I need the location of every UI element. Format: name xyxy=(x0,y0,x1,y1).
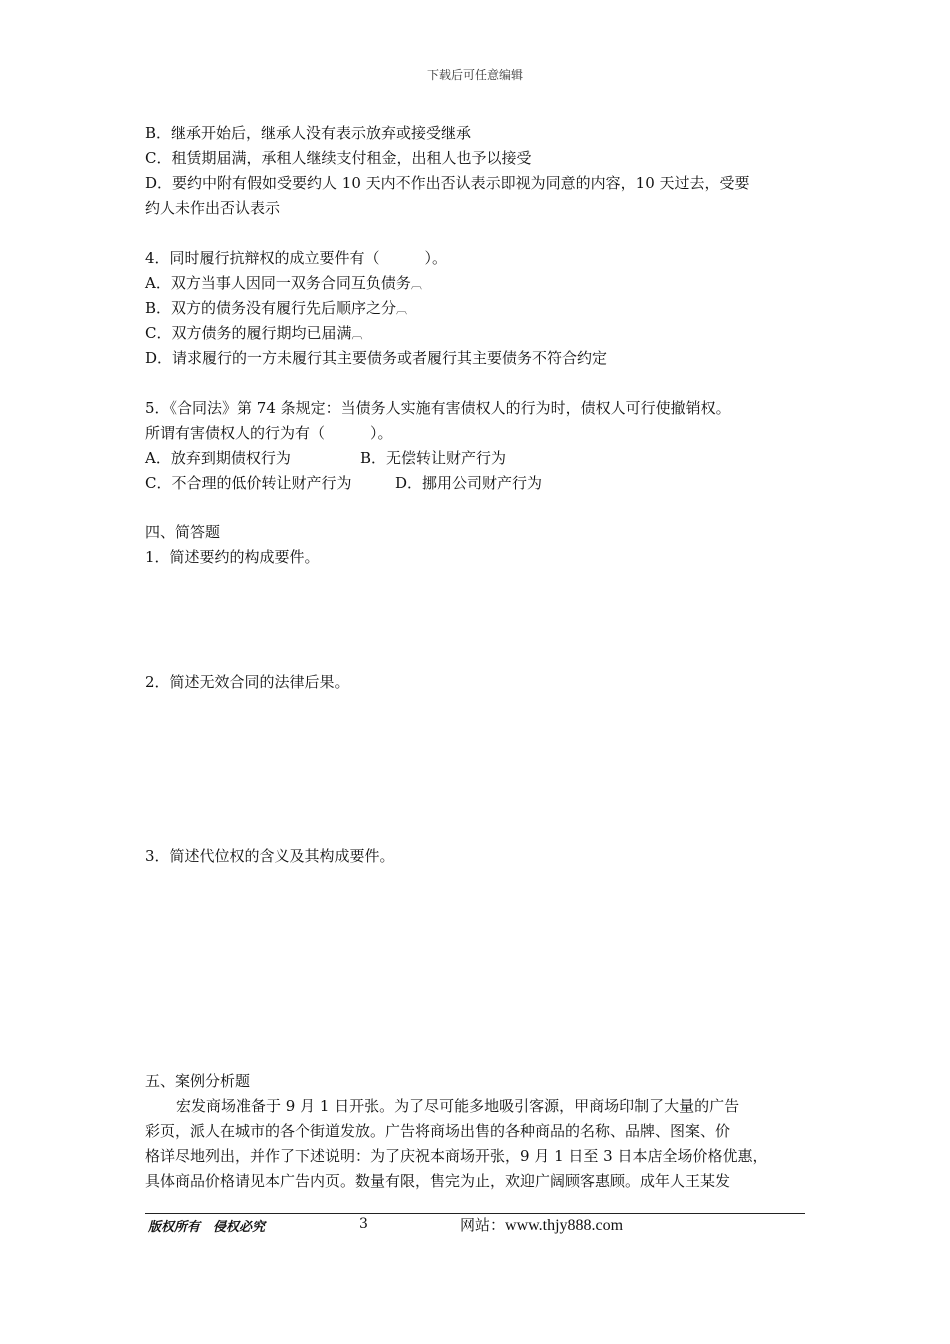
section5-paragraph-line2: 彩页，派人在城市的各个街道发放。广告将商场出售的各种商品的名称、品牌、图案、价 xyxy=(145,1122,731,1140)
section4-q3: 3．简述代位权的含义及其构成要件。 xyxy=(145,847,395,865)
q5-option-b: B．无偿转让财产行为 xyxy=(360,449,507,467)
footer-site-label: 网站： xyxy=(460,1216,506,1234)
section5-paragraph-line1: 宏发商场准备于 9 月 1 日开张。为了尽可能多地吸引客源，甲商场印制了大量的广告 xyxy=(176,1097,740,1115)
q5-option-a: A．放弃到期债权行为 xyxy=(145,449,291,467)
q3-option-c: C．租赁期届满，承租人继续支付租金，出租人也予以接受 xyxy=(145,149,532,167)
q4-option-d: D．请求履行的一方未履行其主要债务或者履行其主要债务不符合约定 xyxy=(145,349,608,367)
footer-site-url[interactable]: www.thjy888.com xyxy=(505,1217,624,1234)
q5-stem-line1: 5．《合同法》第 74 条规定：当债务人实施有害债权人的行为时，债权人可行使撤销权。 xyxy=(145,399,731,417)
q4-stem: 4．同时履行抗辩权的成立要件有（ ）。 xyxy=(145,249,448,267)
section5-paragraph-line3: 格详尽地列出，并作了下述说明：为了庆祝本商场开张，9 月 1 日至 3 日本店全场价格优惠， xyxy=(145,1147,768,1165)
q5-options-row1 xyxy=(145,448,507,468)
section5-paragraph-line4: 具体商品价格请见本广告内页。数量有限，售完为止，欢迎广阔顾客惠顾。成年人王某发 xyxy=(145,1172,731,1190)
q4-option-c-text: C．双方债务的履行期均已届满 xyxy=(145,324,352,342)
section4-title: 四、简答题 xyxy=(145,523,221,541)
q3-option-d-line1: D．要约中附有假如受要约人 10 天内不作出否认表示即视为同意的内容，10 天过去，受要 xyxy=(145,174,750,192)
footer-page-number: 3 xyxy=(359,1216,368,1232)
q4-option-c xyxy=(145,323,362,345)
footer-website xyxy=(460,1214,623,1235)
page-header: 下载后可任意编辑 xyxy=(426,68,523,82)
footer-copyright: 版权所有 侵权必究 xyxy=(148,1220,266,1235)
q4-option-b-text: B．双方的债务没有履行先后顺序之分 xyxy=(145,299,397,317)
q4-option-c-mark: ︹ xyxy=(351,328,363,341)
q5-option-c: C．不合理的低价转让财产行为 xyxy=(145,474,352,492)
section5-title: 五、案例分析题 xyxy=(145,1072,251,1090)
q4-option-a-text: A．双方当事人因同一双务合同互负债务 xyxy=(145,274,411,292)
q4-option-a xyxy=(145,273,422,295)
section4-q2: 2．简述无效合同的法律后果。 xyxy=(145,673,350,691)
q5-option-d: D．挪用公司财产行为 xyxy=(395,474,543,492)
q3-option-d-line2: 约人未作出否认表示 xyxy=(145,199,281,217)
q5-options-row2 xyxy=(145,473,543,493)
section4-q1: 1．简述要约的构成要件。 xyxy=(145,548,320,566)
q5-stem-line2: 所谓有害债权人的行为有（ ）。 xyxy=(145,424,393,442)
q4-option-b xyxy=(145,298,407,320)
q3-option-b: B．继承开始后，继承人没有表示放弃或接受继承 xyxy=(145,124,472,142)
q4-option-a-mark: ︹ xyxy=(410,278,422,291)
q4-option-b-mark: ︹ xyxy=(396,303,408,316)
